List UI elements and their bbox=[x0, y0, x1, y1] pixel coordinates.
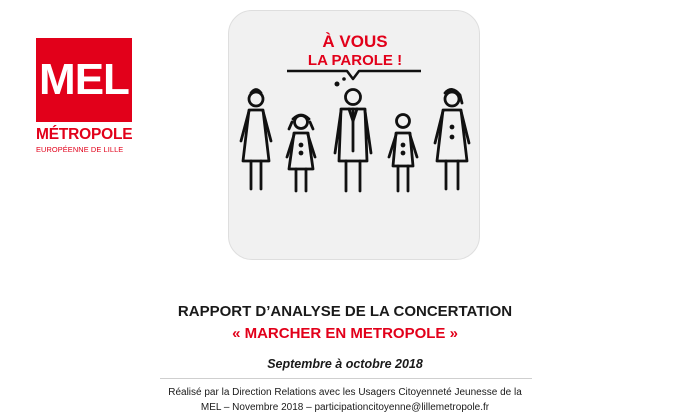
logo-subtitle: EUROPÉENNE DE LILLE bbox=[36, 145, 124, 154]
bubble-line-2: LA PAROLE ! bbox=[307, 52, 403, 69]
credit-line-2: MEL – Novembre 2018 – participationcitoyenne@lillemetropole.fr bbox=[200, 402, 490, 413]
report-title: RAPPORT D’ANALYSE DE LA CONCERTATION bbox=[177, 303, 513, 320]
boy-figure bbox=[389, 115, 417, 192]
people-speech-illustration bbox=[229, 11, 479, 259]
girl-figure bbox=[287, 115, 315, 191]
thought-dot bbox=[342, 77, 346, 81]
speech-bubble-line bbox=[287, 71, 421, 79]
report-dates: Septembre à octobre 2018 bbox=[267, 357, 423, 371]
bubble-line-1: À VOUS bbox=[322, 32, 388, 51]
divider bbox=[160, 378, 532, 379]
cover-illustration bbox=[228, 10, 480, 260]
thought-dot bbox=[335, 82, 340, 87]
credit-line-1: Réalisé par la Direction Relations avec les Usagers Citoyenneté Jeunesse de la bbox=[168, 387, 522, 398]
woman-figure-right bbox=[435, 89, 469, 189]
report-subtitle: « MARCHER EN METROPOLE » bbox=[232, 325, 458, 342]
man-figure-centre bbox=[335, 90, 371, 192]
mel-logo bbox=[36, 38, 136, 154]
woman-figure-left bbox=[241, 90, 271, 190]
credit-text bbox=[0, 385, 690, 415]
logo-name: MÉTROPOLE bbox=[36, 126, 133, 143]
logo-brand-box: MEL bbox=[36, 38, 132, 122]
